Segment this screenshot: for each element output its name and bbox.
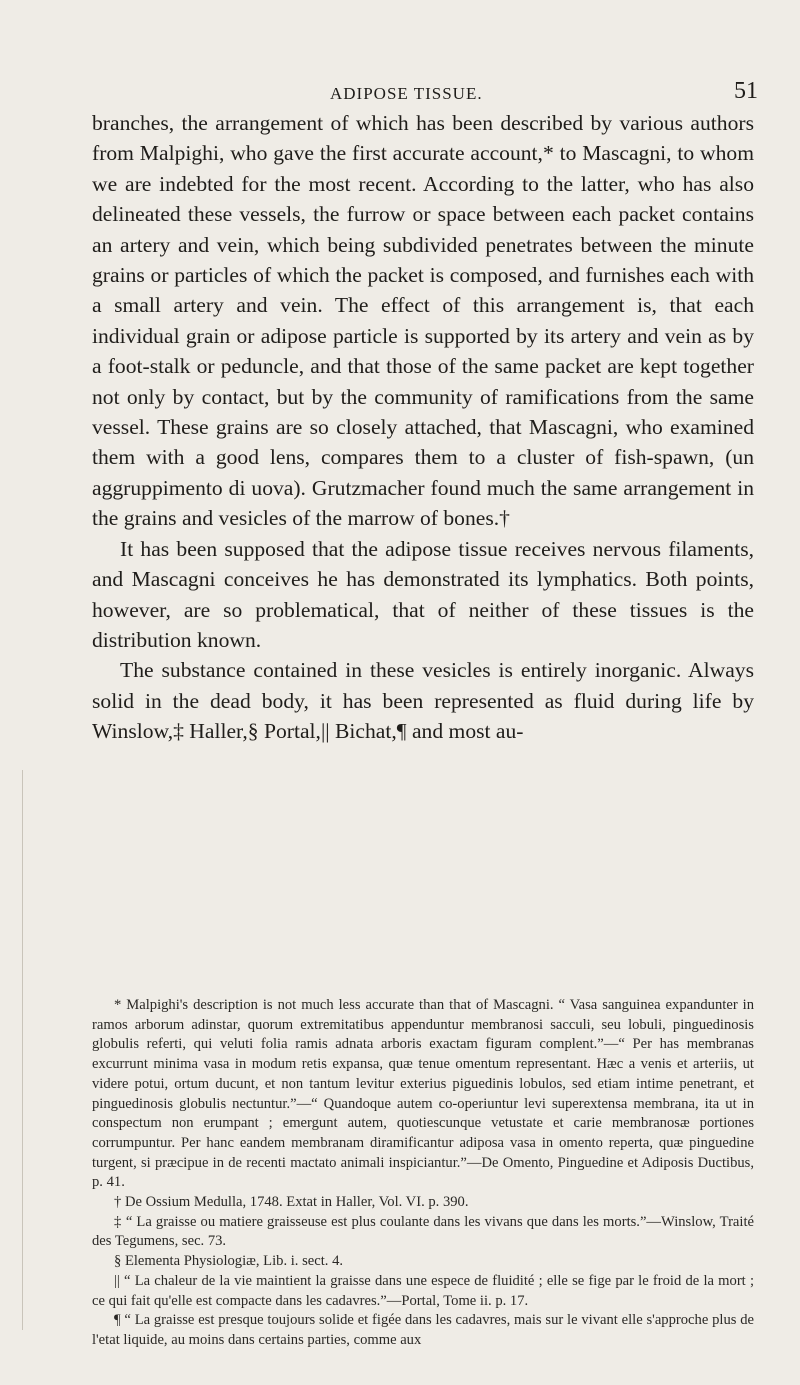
running-head [0,58,800,104]
body-paragraph: branches, the arrangement of which has been described by various authors from Malpighi, who gave the first accurate account,* to Mascagni, to whom we are indebted for the most recent. According to the latter, who has also delineated these vessels, the furrow or space between each packet contains an artery and vein, which being subdivided penetrates between the minute grains or particles of which the packet is composed, and furnishes each with a small artery and vein. The effect of this arrangement is, that each individual grain or adipose particle is supported by its artery and vein as by a foot-stalk or peduncle, and that those of the same packet are kept together not only by contact, but by the community of ramifications from the same vessel. These grains are so closely attached, that Mascagni, who examined them with a good lens, compares them to a cluster of fish-spawn, (un aggruppimento di uova). Grutzmacher found much the same arrangement in the grains and vesicles of the marrow of bones.† [92,111,754,531]
footnotes [92,996,754,1351]
footnote: † De Ossium Medulla, 1748. Extat in Haller, Vol. VI. p. 390. [114,1194,469,1211]
footnote: ¶ “ La graisse est presque toujours solide et figée dans les cadavres, mais sur le vivant elle s'approche plus de l'etat liquide, au moins dans certains parties, comme aux [92,1312,754,1348]
body-paragraph: It has been supposed that the adipose tissue receives nervous filaments, and Mascagni conceives he has demonstrated its lymphatics. Both points, however, are so problematical, that of neither of these tissues is the distribution known. [92,536,754,652]
body-paragraph: The substance contained in these vesicles is entirely inorganic. Always solid in the dead body, it has been represented as fluid during life by Winslow,‡ Haller,§ Portal,|| Bichat,¶ and most au- [92,658,754,744]
footnote: * Malpighi's description is not much less accurate than that of Mascagni. “ Vasa sanguinea expandunter in ramos arborum adinstar, quorum extremitatibus appenduntur membranosi sacculi, seu lobuli, pinguedinosis globulis referti, qui veluti folia ramis adnata arboris exactam figuram complent.”—“ Per has membranas excurrunt minima vasa in modum retis expansa, quæ tenue omentum representant. Hæc a venis et arteriis, ut videre potui, ortum ducunt, et non tantum levitur exterius piguedinis lobulos, sed etiam intime penetrant, et pinguedinosis globulis nectuntur.”—“ Quandoque autem co-operiuntur levi superextensa membrana, ita ut in conspectum non erumpant ; emergunt autem, quotiescunque vetustate et carie membranosæ portiones corrumpuntur. Per hanc eandem membranam diramificantur adiposa vasa in omento reperta, quæ pinguedine turgent, si præcipue in de recenti mactato animali inspiciantur.”—De Omento, Pinguedine et Adiposis Ductibus, p. 41. [92,997,754,1191]
footnote: || “ La chaleur de la vie maintient la graisse dans une espece de fluidité ; elle se fige par le froid de la mort ; ce qui fait qu'elle est compacte dans les cadavres.”—Portal, Tome ii. p. 17. [92,1272,754,1309]
page-number: 51 [734,78,758,104]
body-text [92,108,754,747]
running-title: ADIPOSE TISSUE. [330,84,483,103]
footnote: ‡ “ La graisse ou matiere graisseuse est plus coulante dans les vivans que dans les morts.”—Winslow, Traité des Tegumens, sec. 73. [92,1213,754,1250]
footnote: § Elementa Physiologiæ, Lib. i. sect. 4. [114,1253,344,1270]
page-edge-shadow [22,770,23,1330]
